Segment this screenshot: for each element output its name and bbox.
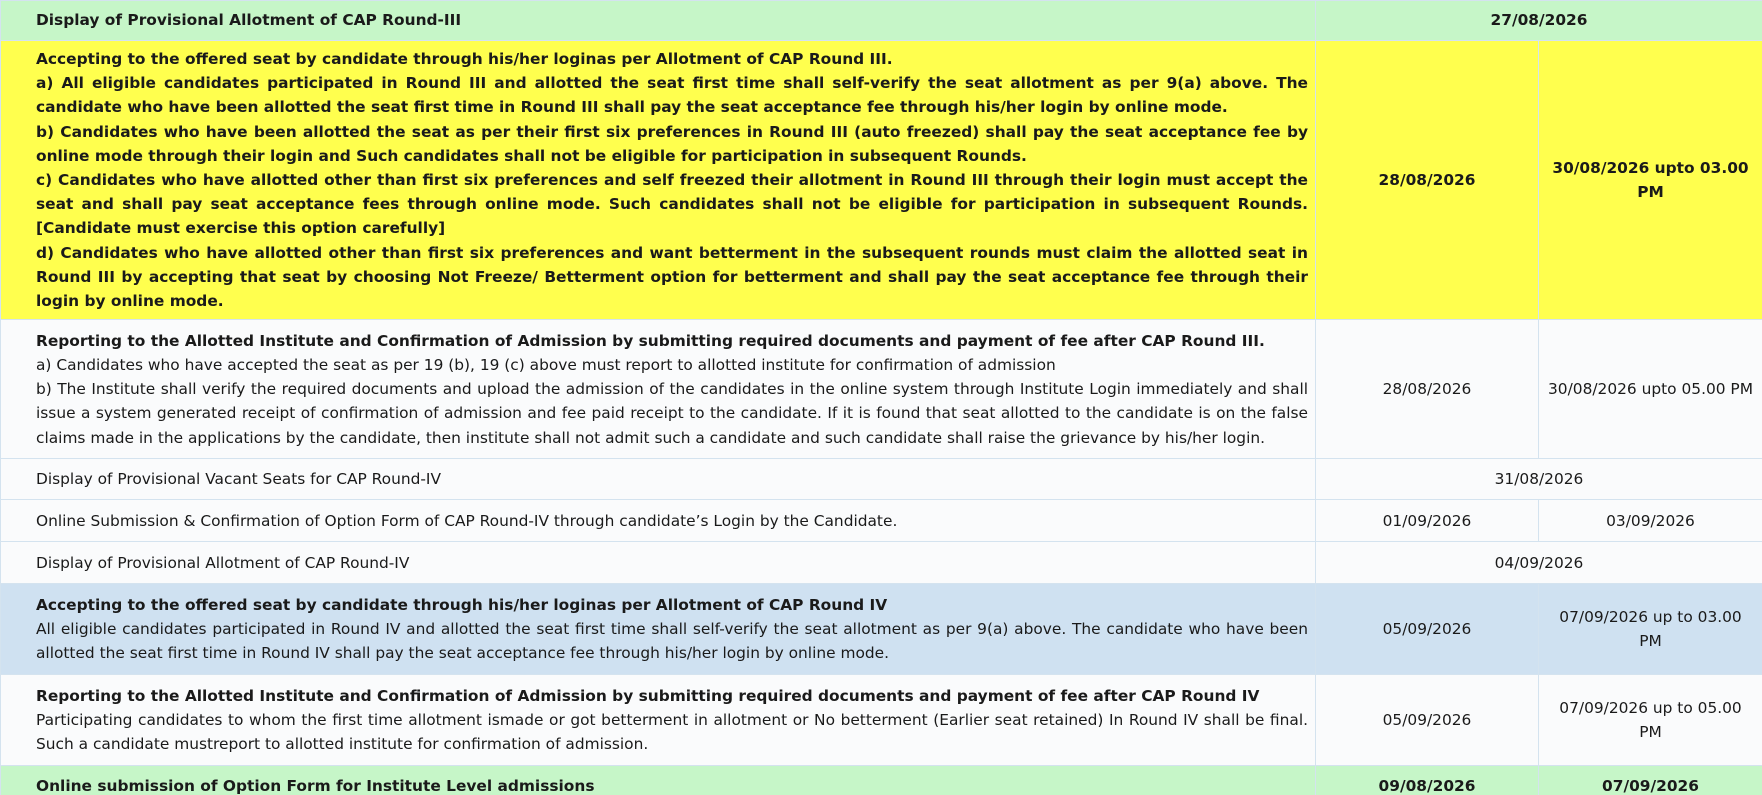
row-description (1, 584, 1316, 675)
row-description (1, 320, 1316, 459)
row-clause: a) All eligible candidates participated in Round III and allotted the seat first time shall self-verify the seat allotment as per 9(a) above. The candidate who have been allotted the seat first time in Round III shall pay the seat acceptance fee through his/her login by online mode. (36, 74, 1308, 117)
row-end-date: 07/09/2026 up to 05.00 PM (1539, 675, 1762, 766)
row-clause: b) The Institute shall verify the required documents and upload the admission of the candidates in the online system through Institute Login immediately and shall issue a system generated receipt of confirmation of admission and fee paid receipt to the candidate. If it is found that seat allotted to the candidate is on the false claims made in the applications by the candidate, then institute shall not admit such a candidate and such candidate shall raise the grievance by his/her login. (36, 380, 1308, 447)
row-title: Accepting to the offered seat by candidate through his/her loginas per Allotment of CAP Round IV (36, 595, 888, 614)
row-description (1, 675, 1316, 766)
row-start-date: 01/09/2026 (1316, 500, 1539, 542)
table-row (1, 542, 1762, 584)
row-start-date: 05/09/2026 (1316, 584, 1539, 675)
row-description: Online Submission & Confirmation of Option Form of CAP Round-IV through candidate’s Login by the Candidate. (1, 500, 1316, 542)
row-description (1, 41, 1316, 320)
row-description: Display of Provisional Vacant Seats for CAP Round-IV (1, 459, 1316, 500)
row-description: Display of Provisional Allotment of CAP Round-IV (1, 542, 1316, 584)
row-title: Reporting to the Allotted Institute and Confirmation of Admission by submitting required documents and payment of fee after CAP Round III. (36, 331, 1265, 350)
row-date: 27/08/2026 (1316, 1, 1762, 41)
row-clause: b) Candidates who have been allotted the seat as per their first six preferences in Round III (auto freezed) shall pay the seat acceptance fee by online mode through their login and Such candidates shall not be eligible for participation in subsequent Rounds. (36, 122, 1308, 165)
row-clause: a) Candidates who have accepted the seat as per 19 (b), 19 (c) above must report to allotted institute for confirmation of admission (36, 355, 1056, 374)
table-row (1, 1, 1762, 41)
row-title: Reporting to the Allotted Institute and Confirmation of Admission by submitting required documents and payment of fee after CAP Round IV (36, 686, 1260, 705)
table-row (1, 459, 1762, 500)
row-title: Accepting to the offered seat by candidate through his/her loginas per Allotment of CAP Round III. (36, 50, 893, 68)
row-end-date: 03/09/2026 (1539, 500, 1762, 542)
row-end-date: 30/08/2026 upto 05.00 PM (1539, 320, 1762, 459)
row-clause: All eligible candidates participated in Round IV and allotted the seat first time shall self-verify the seat allotment as per 9(a) above. The candidate who have been allotted the seat first time in Round IV shall pay the seat acceptance fee through his/her login by online mode. (36, 620, 1308, 663)
row-clause: Participating candidates to whom the first time allotment ismade or got betterment in allotment or No betterment (Earlier seat retained) In Round IV shall be final. Such a candidate mustreport to allotted institute for confirmation of admission. (36, 711, 1308, 754)
row-start-date: 09/08/2026 (1316, 766, 1539, 795)
row-end-date: 07/09/2026 (1539, 766, 1762, 795)
table-row (1, 320, 1762, 459)
table-row (1, 675, 1762, 766)
row-description: Online submission of Option Form for Institute Level admissions (1, 766, 1316, 795)
row-end-date: 30/08/2026 upto 03.00 PM (1539, 41, 1762, 320)
table-row (1, 500, 1762, 542)
row-clause: d) Candidates who have allotted other than first six preferences and want betterment in the subsequent rounds must claim the allotted seat in Round III by accepting that seat by choosing Not Freeze/ Betterment option for betterment and shall pay the seat acceptance fee through their login by online mode. (36, 243, 1308, 311)
table-row (1, 584, 1762, 675)
row-start-date: 28/08/2026 (1316, 41, 1539, 320)
row-description: Display of Provisional Allotment of CAP Round-III (1, 1, 1316, 41)
row-start-date: 05/09/2026 (1316, 675, 1539, 766)
row-end-date: 07/09/2026 up to 03.00 PM (1539, 584, 1762, 675)
row-start-date: 28/08/2026 (1316, 320, 1539, 459)
row-clause: c) Candidates who have allotted other than first six preferences and self freezed their allotment in Round III through their login must accept the seat and shall pay seat acceptance fees through online mode. Such candidates shall not be eligible for participation in subsequent Rounds. [Candidate must exercise this option carefully] (36, 171, 1308, 238)
table-row (1, 766, 1762, 795)
row-date: 04/09/2026 (1316, 542, 1762, 584)
row-date: 31/08/2026 (1316, 459, 1762, 500)
table-row (1, 41, 1762, 320)
